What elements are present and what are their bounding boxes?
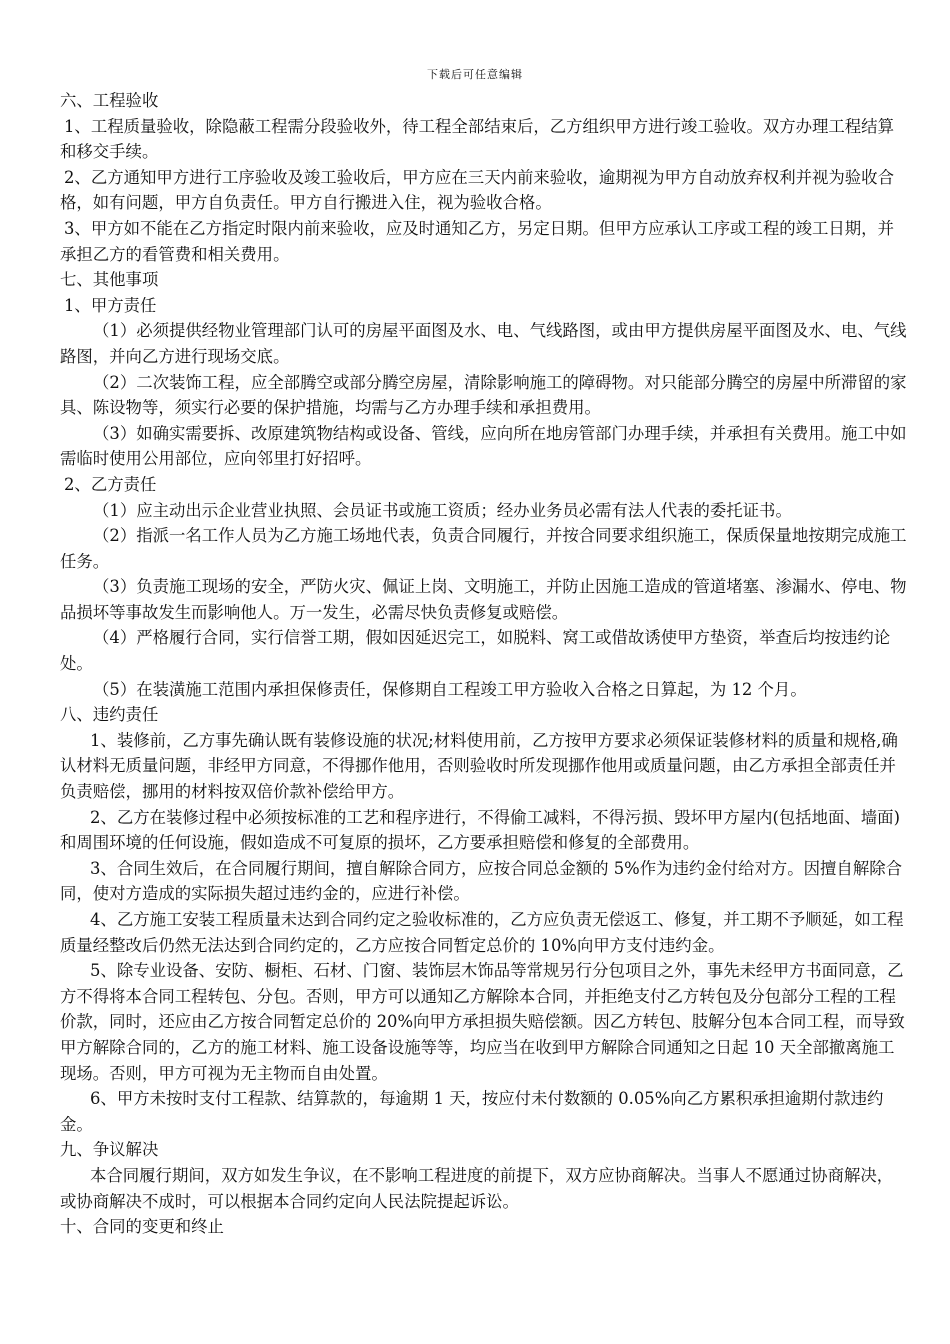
paragraph: （5）在装潢施工范围内承担保修责任，保修期自工程竣工甲方验收入合格之日算起，为 12 个月。 bbox=[93, 679, 807, 699]
paragraph: 2、乙方在装修过程中必须按标准的工艺和程序进行，不得偷工减料，不得污损、毁坏甲方屋内(包括地面、墙面)和周围环境的任何设施，假如造成不可复原的损坏，乙方要承担赔偿和修复的全部费用。 bbox=[60, 807, 900, 853]
section-heading: 七、其他事项 bbox=[60, 270, 159, 290]
paragraph: 2、乙方通知甲方进行工序验收及竣工验收后，甲方应在三天内前来验收，逾期视为甲方自动放弃权利并视为验收合格，如有问题，甲方自负责任。甲方自行搬进入住，视为验收合格。 bbox=[60, 167, 894, 213]
paragraph: 3、甲方如不能在乙方指定时限内前来验收，应及时通知乙方，另定日期。但甲方应承认工序或工程的竣工日期，并承担乙方的看管费和相关费用。 bbox=[60, 218, 894, 264]
section-heading: 十、合同的变更和终止 bbox=[60, 1217, 224, 1237]
section-heading: 八、违约责任 bbox=[60, 705, 159, 725]
section-heading: 六、工程验收 bbox=[60, 91, 159, 110]
paragraph: （3）负责施工现场的安全，严防火灾、佩证上岗、文明施工，并防止因施工造成的管道堵塞、渗漏水、停电、物品损坏等事故发生而影响他人。万一发生，必需尽快负责修复或赔偿。 bbox=[60, 577, 907, 622]
paragraph: 1、甲方责任 bbox=[64, 295, 157, 315]
paragraph: 1、装修前，乙方事先确认既有装修设施的状况;材料使用前，乙方按甲方要求必须保证装修材料的质量和规格,确认材料无质量问题，非经甲方同意，不得挪作他用，否则验收时所发现挪作他用或质量问题，由乙方承担全部责任并负责赔偿，挪用的材料按双倍价款补偿给甲方。 bbox=[60, 730, 898, 802]
paragraph: （1）必须提供经物业管理部门认可的房屋平面图及水、电、气线路图，或由甲方提供房屋平面图及水、电、气线路图，并向乙方进行现场交底。 bbox=[60, 321, 907, 366]
paragraph: （1）应主动出示企业营业执照、会员证书或施工资质；经办业务员必需有法人代表的委托证书。 bbox=[93, 500, 792, 520]
paragraph: 3、合同生效后，在合同履行期间，擅自解除合同方，应按合同总金额的 5%作为违约金付给对方。因擅自解除合同，使对方造成的实际损失超过违约金的，应进行补偿。 bbox=[60, 858, 902, 904]
paragraph: 5、除专业设备、安防、橱柜、石材、门窗、装饰层木饰品等常规另行分包项目之外，事先未经甲方书面同意，乙方不得将本合同工程转包、分包。否则，甲方可以通知乙方解除本合同，并拒绝支付乙方转包及分包部分工程的工程价款，同时，还应由乙方按合同暂定总价的 20%向甲方承担损失赔偿额。因乙方转包、肢解分包本合同工程，而导致甲方解除合同的，乙方的施工材料、施工设备设施等等，均应当在收到甲方解除合同通知之日起 10 天全部撤离施工现场。否则，甲方可视为无主物而自由处置。 bbox=[60, 961, 905, 1083]
paragraph: （4）严格履行合同，实行信誉工期，假如因延迟完工，如脱料、窝工或借故诱使甲方垫资，举查后均按违约论处。 bbox=[60, 628, 891, 674]
paragraph: （2）二次装饰工程，应全部腾空或部分腾空房屋，清除影响施工的障碍物。对只能部分腾空的房屋中所滞留的家具、陈设物等，须实行必要的保护措施，均需与乙方办理手续和承担费用。 bbox=[60, 372, 907, 418]
paragraph: 2、乙方责任 bbox=[64, 474, 157, 494]
paragraph: 6、甲方未按时支付工程款、结算款的，每逾期 1 天，按应付未付数额的 0.05%向乙方累积承担逾期付款违约金。 bbox=[60, 1089, 884, 1134]
section-heading: 九、争议解决 bbox=[60, 1140, 159, 1160]
paragraph: 1、工程质量验收，除隐蔽工程需分段验收外，待工程全部结束后，乙方组织甲方进行竣工验收。双方办理工程结算和移交手续。 bbox=[60, 116, 894, 162]
paragraph: 本合同履行期间，双方如发生争议，在不影响工程进度的前提下，双方应协商解决。当事人不愿通过协商解决，或协商解决不成时，可以根据本合同约定向人民法院提起诉讼。 bbox=[60, 1165, 894, 1211]
paragraph: （2）指派一名工作人员为乙方施工场地代表，负责合同履行，并按合同要求组织施工，保质保量地按期完成施工任务。 bbox=[60, 526, 907, 571]
page-header: 下载后可任意编辑 bbox=[427, 68, 523, 81]
paragraph: （3）如确实需要拆、改原建筑物结构或设备、管线，应向所在地房管部门办理手续，并承担有关费用。施工中如需临时使用公用部位，应向邻里打好招呼。 bbox=[60, 423, 907, 469]
paragraph: 4、乙方施工安装工程质量未达到合同约定之验收标准的，乙方应负责无偿返工、修复，并工期不予顺延，如工程质量经整改后仍然无法达到合同约定的，乙方应按合同暂定总价的 10%向甲方支付违约金。 bbox=[60, 910, 904, 955]
document-body bbox=[60, 88, 908, 1240]
